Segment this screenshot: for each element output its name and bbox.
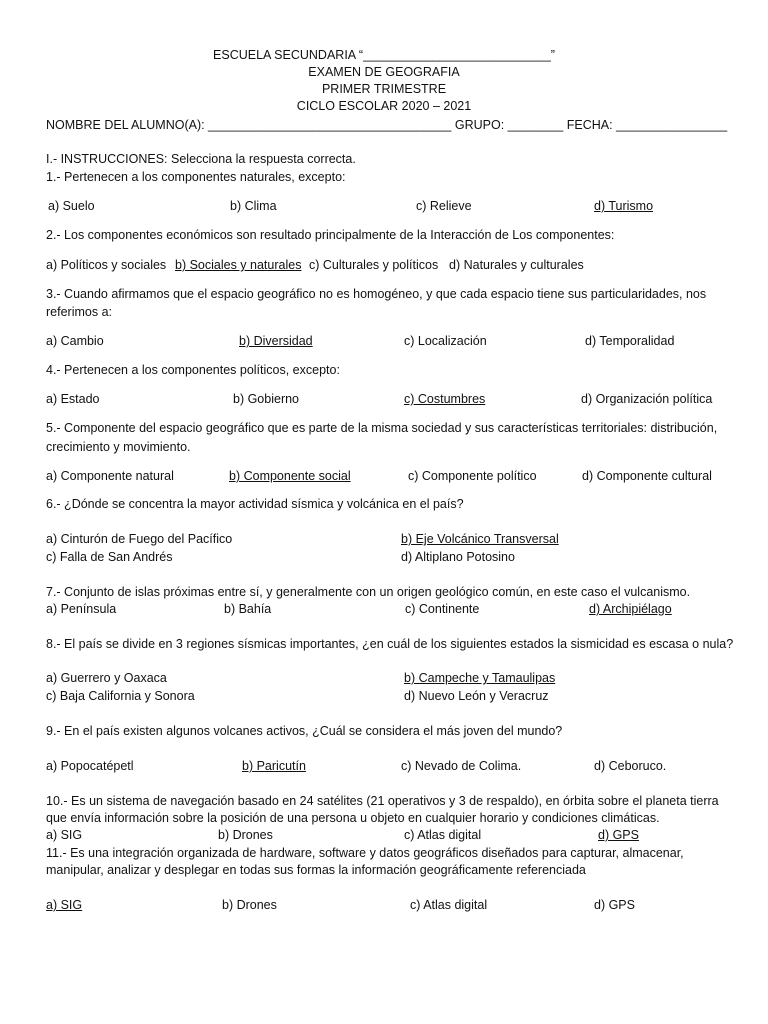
q10-option-d[interactable]: d) GPS xyxy=(598,828,639,842)
q11-option-a[interactable]: a) SIG xyxy=(46,898,83,912)
q11-option-d[interactable]: d) GPS xyxy=(594,898,635,912)
q6-option-d[interactable]: d) Altiplano Potosino xyxy=(401,550,515,564)
instructions: I.- INSTRUCCIONES: Selecciona la respuesta correcta. xyxy=(46,152,356,166)
q4-option-d[interactable]: d) Organización política xyxy=(581,392,713,406)
exam-title: EXAMEN DE GEOGRAFIA xyxy=(308,65,460,79)
q8-option-a[interactable]: a) Guerrero y Oaxaca xyxy=(46,671,167,685)
school-name: ESCUELA SECUNDARIA “___________________________” xyxy=(213,48,555,62)
q10-option-c[interactable]: c) Atlas digital xyxy=(404,828,482,842)
question-11-stem-line1: 11.- Es una integración organizada de hardware, software y datos geográficos diseñados para capturar, almacenar, xyxy=(46,846,684,860)
question-5-stem-line1: 5.- Componente del espacio geográfico que es parte de la misma sociedad y sus características territoriales: distribución, xyxy=(46,421,718,435)
q5-option-a[interactable]: a) Componente natural xyxy=(46,469,174,483)
q3-option-c[interactable]: c) Localización xyxy=(404,334,487,348)
school-cycle: CICLO ESCOLAR 2020 – 2021 xyxy=(296,99,472,113)
q2-option-b[interactable]: b) Sociales y naturales xyxy=(175,258,302,272)
q3-option-b[interactable]: b) Diversidad xyxy=(239,334,313,348)
q1-option-b[interactable]: b) Clima xyxy=(230,199,277,213)
q6-option-c[interactable]: c) Falla de San Andrés xyxy=(46,550,173,564)
q10-option-a[interactable]: a) SIG xyxy=(46,828,83,842)
q7-option-b[interactable]: b) Bahía xyxy=(224,602,272,616)
q5-option-d[interactable]: d) Componente cultural xyxy=(582,469,712,483)
q11-option-b[interactable]: b) Drones xyxy=(222,898,277,912)
q7-option-c[interactable]: c) Continente xyxy=(405,602,480,616)
q7-option-a[interactable]: a) Península xyxy=(46,602,117,616)
q7-option-d[interactable]: d) Archipiélago xyxy=(589,602,672,616)
q4-option-b[interactable]: b) Gobierno xyxy=(233,392,300,406)
question-8-stem: 8.- El país se divide en 3 regiones sísmicas importantes, ¿en cuál de los siguientes estados la sismicidad es escasa o nula? xyxy=(46,637,734,651)
q6-option-a[interactable]: a) Cinturón de Fuego del Pacífico xyxy=(46,532,233,546)
q3-option-d[interactable]: d) Temporalidad xyxy=(585,334,675,348)
question-2-stem: 2.- Los componentes económicos son resultado principalmente de la Interacción de Los componentes: xyxy=(46,228,615,242)
q2-option-d[interactable]: d) Naturales y culturales xyxy=(449,258,584,272)
q9-option-d[interactable]: d) Ceboruco. xyxy=(594,759,667,773)
question-11-stem-line2: manipular, analizar y desplegar en todas sus formas la información geográficamente referenciada xyxy=(46,863,586,877)
q11-option-c[interactable]: c) Atlas digital xyxy=(410,898,488,912)
term-title: PRIMER TRIMESTRE xyxy=(321,82,447,96)
q1-option-c[interactable]: c) Relieve xyxy=(416,199,472,213)
q5-option-c[interactable]: c) Componente político xyxy=(408,469,537,483)
q4-option-a[interactable]: a) Estado xyxy=(46,392,100,406)
q9-option-a[interactable]: a) Popocatépetl xyxy=(46,759,134,773)
question-7-stem: 7.- Conjunto de islas próximas entre sí, y generalmente con un origen geológico común, en este caso el vulcanismo. xyxy=(46,585,691,599)
question-6-stem: 6.- ¿Dónde se concentra la mayor actividad sísmica y volcánica en el país? xyxy=(46,497,464,511)
q9-option-c[interactable]: c) Nevado de Colima. xyxy=(401,759,522,773)
question-1-stem: 1.- Pertenecen a los componentes naturales, excepto: xyxy=(46,170,346,184)
q4-option-c[interactable]: c) Costumbres xyxy=(404,392,486,406)
q3-option-a[interactable]: a) Cambio xyxy=(46,334,104,348)
q8-option-d[interactable]: d) Nuevo León y Veracruz xyxy=(404,689,549,703)
question-4-stem: 4.- Pertenecen a los componentes políticos, excepto: xyxy=(46,363,340,377)
question-10-stem-line1: 10.- Es un sistema de navegación basado en 24 satélites (21 operativos y 3 de respaldo), en órbita sobre el planeta tierra xyxy=(46,794,719,808)
question-10-stem-line2: que envía información sobre la posición de una persona u objeto en cualquier horario y condiciones climáticas. xyxy=(46,811,660,825)
q10-option-b[interactable]: b) Drones xyxy=(218,828,273,842)
question-9-stem: 9.- En el país existen algunos volcanes activos, ¿Cuál se considera el más joven del mundo? xyxy=(46,724,563,738)
q1-option-a[interactable]: a) Suelo xyxy=(48,199,95,213)
q8-option-c[interactable]: c) Baja California y Sonora xyxy=(46,689,195,703)
question-3-stem-line1: 3.- Cuando afirmamos que el espacio geográfico no es homogéneo, y que cada espacio tiene sus particularidades, nos xyxy=(46,287,707,301)
student-info-row: NOMBRE DEL ALUMNO(A): ___________________________________ GRUPO: ________ FECHA: ________________ xyxy=(46,118,728,132)
q5-option-b-label[interactable] xyxy=(229,468,351,484)
q9-option-b[interactable]: b) Paricutín xyxy=(242,759,306,773)
q6-option-b[interactable]: b) Eje Volcánico Transversal xyxy=(401,532,559,546)
q8-option-b[interactable]: b) Campeche y Tamaulipas xyxy=(404,671,556,685)
q2-option-c[interactable]: c) Culturales y políticos xyxy=(309,258,439,272)
question-3-stem-line2: referimos a: xyxy=(46,305,112,319)
question-5-stem-line2: crecimiento y movimiento. xyxy=(46,440,191,454)
q2-option-a[interactable]: a) Políticos y sociales xyxy=(46,258,167,272)
q1-option-d[interactable]: d) Turismo xyxy=(594,199,654,213)
q5-option-b-text: b) Componente social xyxy=(229,469,351,483)
